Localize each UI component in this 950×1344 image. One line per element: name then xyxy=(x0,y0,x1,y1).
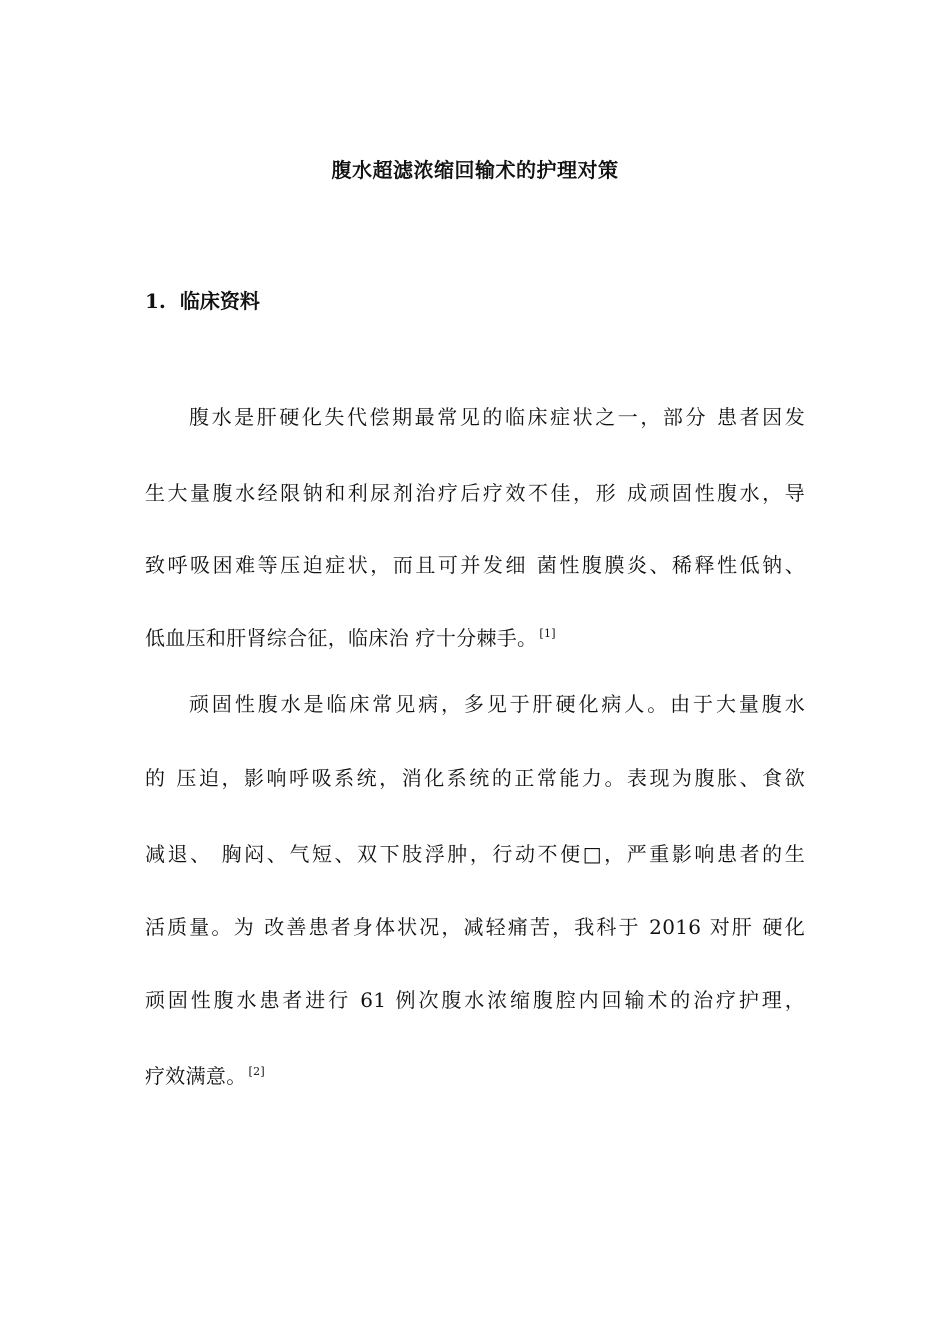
paragraph-line: 生大量腹水经限钠和利尿剂治疗后疗效不佳，形 成顽固性腹水，导 xyxy=(145,481,805,505)
paragraph-line: 活质量。为 改善患者身体状况，减轻痛苦，我科于 2016 对肝 硬化 xyxy=(145,915,805,939)
paragraph-line: 减退、 胸闷、气短、双下肢浮肿，行动不便□，严重影响患者的生 xyxy=(145,842,805,866)
paragraph-line: 顽固性腹水是临床常见病，多见于肝硬化病人。由于大量腹水 xyxy=(189,692,805,716)
citation-ref-1: [1] xyxy=(539,627,556,641)
section-heading xyxy=(145,283,260,319)
paragraph-line: 致呼吸困难等压迫症状，而且可并发细 菌性腹膜炎、稀释性低钠、 xyxy=(145,553,805,577)
paragraph-text: 疗效满意。 xyxy=(145,1064,247,1088)
paragraph-text: 低血压和肝肾综合征，临床治 疗十分棘手。 xyxy=(145,626,538,650)
paragraph-line: 的 压迫，影响呼吸系统，消化系统的正常能力。表现为腹胀、食欲 xyxy=(145,766,805,790)
paragraph-line: 腹水是肝硬化失代偿期最常见的临床症状之一，部分 患者因发 xyxy=(189,405,805,429)
document-title: 腹水超滤浓缩回输术的护理对策 xyxy=(331,158,619,182)
section-heading-text: 临床资料 xyxy=(179,289,260,313)
section-number: 1. xyxy=(145,289,166,313)
paragraph-line-last xyxy=(145,620,805,656)
paragraph-line: 顽固性腹水患者进行 61 例次腹水浓缩腹腔内回输术的治疗护理， xyxy=(145,988,805,1012)
paragraph-line-last xyxy=(145,1058,805,1094)
citation-ref-2: [2] xyxy=(248,1065,265,1079)
